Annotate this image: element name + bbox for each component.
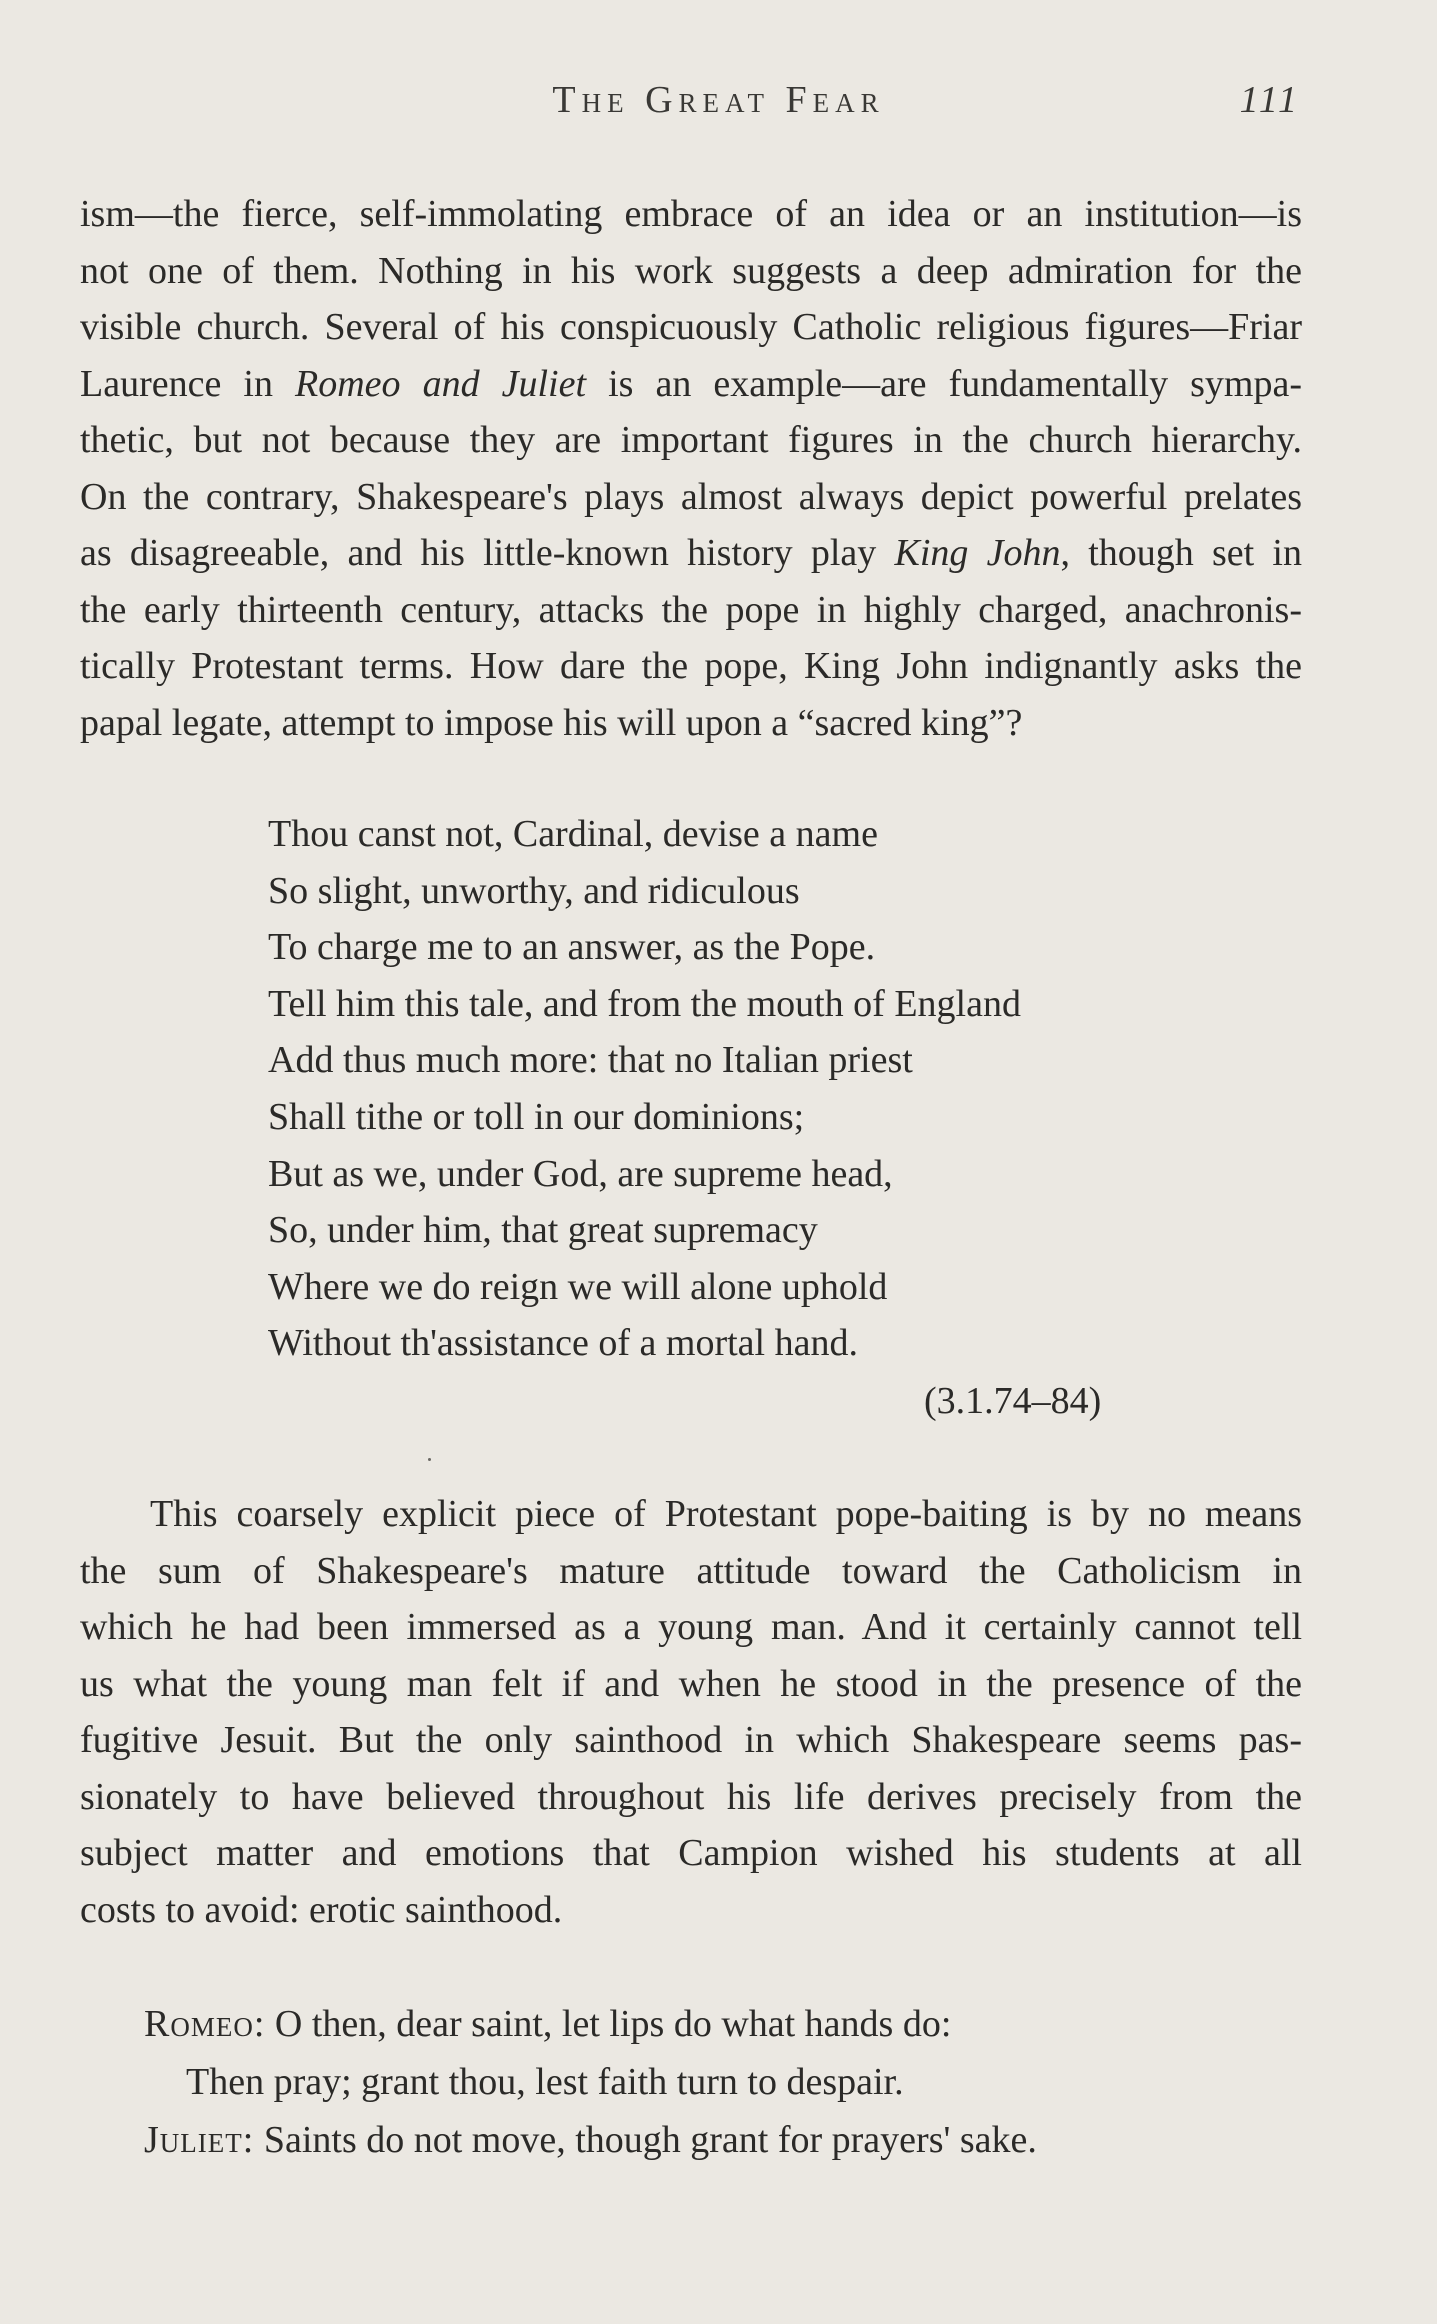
dialogue-line-romeo-continued: Then pray; grant thou, lest faith turn to despair. bbox=[186, 2061, 904, 2103]
paragraph-line: the sum of Shakespeare's mature attitude toward the Catholicism in bbox=[80, 1549, 1302, 1592]
paragraph-line bbox=[80, 1486, 1302, 1543]
paragraph-line: papal legate, attempt to impose his will upon a “sacred king”? bbox=[80, 701, 1023, 744]
paragraph-line: subject matter and emotions that Campion wished his students at all bbox=[80, 1832, 1302, 1874]
verse-line: But as we, under God, are supreme head, bbox=[268, 1152, 893, 1195]
verse-line: Thou canst not, Cardinal, devise a name bbox=[268, 813, 878, 855]
line-text: Laurence in bbox=[80, 362, 295, 405]
verse-line: Where we do reign we will alone uphold bbox=[268, 1265, 888, 1308]
paragraph-line: sionately to have believed throughout his life derives precisely from the bbox=[80, 1775, 1302, 1818]
paragraph-line: On the contrary, Shakespeare's plays almost always depict powerful prelates bbox=[80, 475, 1302, 518]
verse-line: Tell him this tale, and from the mouth of England bbox=[268, 982, 1021, 1025]
running-head bbox=[0, 78, 1437, 128]
play-title-king-john: King John bbox=[894, 532, 1061, 574]
dialogue-text: Saints do not move, though grant for prayers' sake. bbox=[254, 2119, 1037, 2161]
dialogue-text: O then, dear saint, let lips do what hands do: bbox=[265, 2003, 952, 2045]
verse-citation: (3.1.74–84) bbox=[924, 1380, 1102, 1422]
paragraph-line bbox=[80, 525, 1302, 582]
paragraph-line: fugitive Jesuit. But the only sainthood in which Shakespeare seems pas- bbox=[80, 1719, 1302, 1761]
line-text: is an example—are fundamentally sympa- bbox=[586, 362, 1302, 405]
line-text: This coarsely explicit piece of Protestant pope-baiting is by no means bbox=[150, 1493, 1302, 1535]
speaker-juliet: Juliet: bbox=[144, 2119, 255, 2161]
paragraph-line: thetic, but not because they are important figures in the church hierarchy. bbox=[80, 419, 1302, 461]
page-number: 111 bbox=[1239, 79, 1300, 121]
paragraph-line bbox=[80, 356, 1302, 413]
verse-line: Without th'assistance of a mortal hand. bbox=[268, 1322, 858, 1365]
page-speck bbox=[428, 1458, 431, 1461]
paragraph-line: us what the young man felt if and when he stood in the presence of the bbox=[80, 1662, 1302, 1705]
dialogue-quotation bbox=[144, 1995, 1037, 2169]
line-text: as disagreeable, and his little-known history play bbox=[80, 532, 895, 574]
play-title-romeo-and-juliet: Romeo and Juliet bbox=[295, 362, 587, 405]
paragraph-line: which he had been immersed as a young man. And it certainly cannot tell bbox=[80, 1606, 1302, 1648]
line-text: , though set in bbox=[1060, 532, 1302, 574]
verse-line: To charge me to an answer, as the Pope. bbox=[268, 926, 876, 969]
paragraph-1 bbox=[80, 186, 1302, 751]
dialogue-line-juliet bbox=[144, 2111, 1037, 2169]
verse-line: So slight, unworthy, and ridiculous bbox=[268, 869, 800, 912]
verse-line: Shall tithe or toll in our dominions; bbox=[268, 1095, 805, 1138]
verse-line: So, under him, that great supremacy bbox=[268, 1209, 818, 1252]
paragraph-line: the early thirteenth century, attacks the pope in highly charged, anachronis- bbox=[80, 588, 1302, 631]
paragraph-line: visible church. Several of his conspicuously Catholic religious figures—Friar bbox=[80, 306, 1302, 348]
paragraph-line: not one of them. Nothing in his work suggests a deep admiration for the bbox=[80, 249, 1302, 292]
verse-line: Add thus much more: that no Italian priest bbox=[268, 1039, 913, 1082]
dialogue-line-romeo bbox=[144, 1995, 1037, 2053]
verse-quotation bbox=[268, 806, 1021, 1372]
speaker-romeo: Romeo: bbox=[144, 2003, 266, 2045]
paragraph-2 bbox=[80, 1486, 1302, 1938]
running-title: The Great Fear bbox=[552, 79, 885, 121]
paragraph-line: tically Protestant terms. How dare the pope, King John indignantly asks the bbox=[80, 645, 1302, 687]
paragraph-line: ism—the fierce, self-immolating embrace of an idea or an institution—is bbox=[80, 193, 1302, 235]
paragraph-line: costs to avoid: erotic sainthood. bbox=[80, 1888, 563, 1931]
